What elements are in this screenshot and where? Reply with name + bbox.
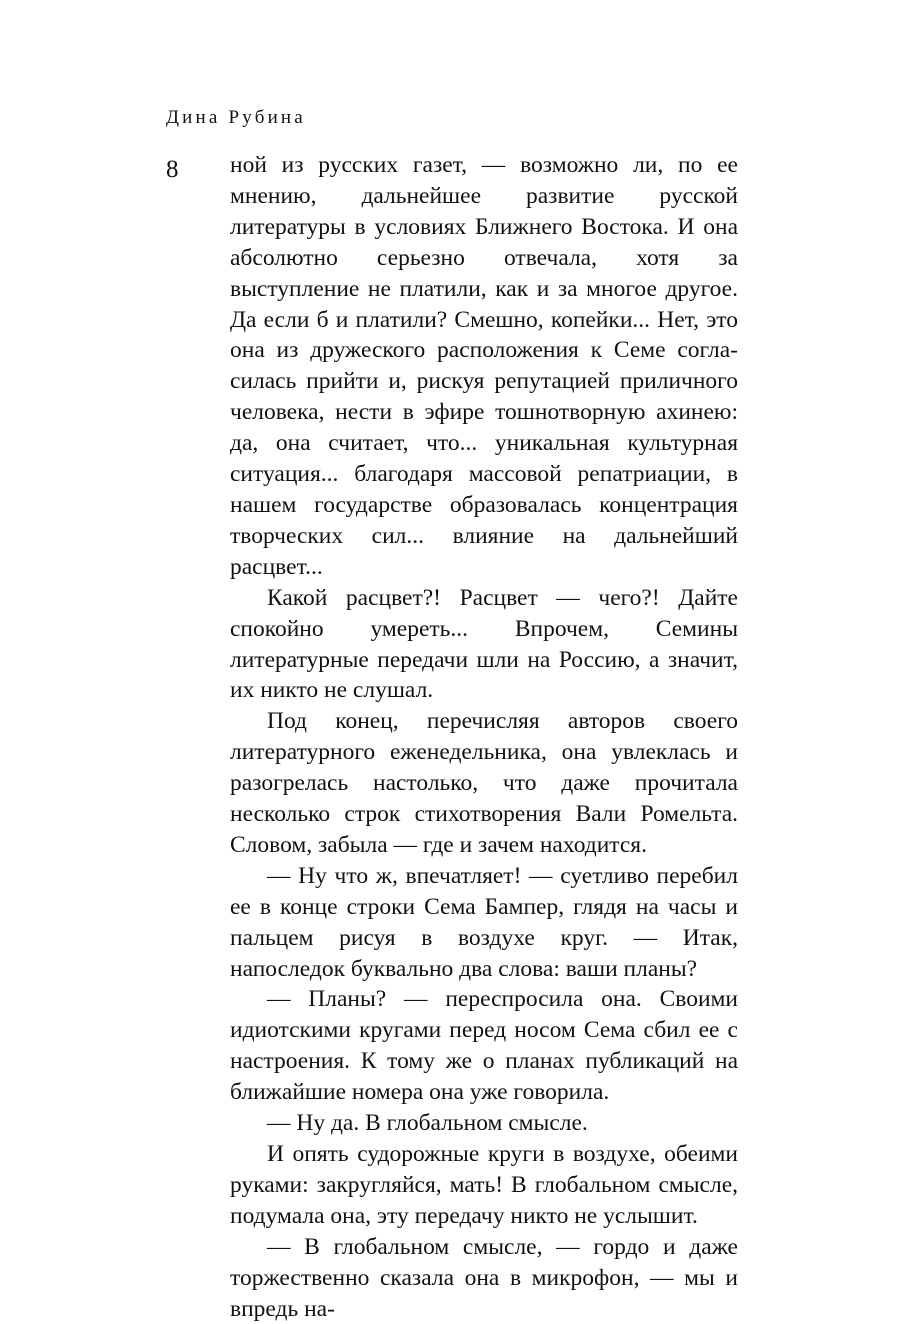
paragraph-6: — Ну да. В глобальном смысле. bbox=[267, 1110, 588, 1137]
body-text bbox=[230, 150, 738, 1324]
paragraph-7: И опять судорожные круги в воздухе, обеими руками: закругляйся, мать! В глобальном смысле, подумала она, эту передачу никто не услышит. bbox=[230, 1141, 738, 1229]
paragraph-5: — Планы? — переспросила она. Своими идиотскими кругами перед носом Сема сбил ее с настроения. К тому же о планах публикаций на ближайшие номера она уже говорила. bbox=[230, 986, 738, 1106]
paragraph-1: ной из русских газет, — возможно ли, по ее мнению, дальнейшее развитие русской литературы в условиях Ближнего Востока. И она абсолютно серьезно отвечала, хотя за выступление не платили, как и за многое другое. Да если б и платили? Смешно, копейки... Нет, это она из дружеского расположения к Семе согласилась прийти и, рискуя репутацией приличного человека, нести в эфире тошнотворную ахинею: да, она считает, что... уникальная культурная ситуация... благодаря массовой репатриации, в нашем государстве образовалась концентрация творческих сил... влияние на дальнейший расцвет... bbox=[230, 152, 738, 580]
paragraph-3: Под конец, перечисляя авторов своего литературного еженедельника, она увлеклась и разогрелась настолько, что даже прочитала несколько строк стихотворения Вали Ромельта. Словом, забыла — где и зачем находится. bbox=[230, 708, 738, 858]
page-number: 8 bbox=[166, 156, 179, 183]
running-head-author: Дина Рубина bbox=[166, 107, 306, 128]
paragraph-4: — Ну что ж, впечатляет! — суетливо перебил ее в конце строки Сема Бампер, глядя на часы и пальцем рисуя в воздухе круг. — Итак, напоследок буквально два слова: ваши планы? bbox=[230, 862, 738, 982]
paragraph-8: — В глобальном смысле, — гордо и даже торжественно сказала она в микрофон, — мы и впредь на- bbox=[230, 1233, 738, 1322]
paragraph-2: Какой расцвет?! Расцвет — чего?! Дайте спокойно умереть... Впрочем, Семины литературные передачи шли на Россию, а значит, их никто не слушал. bbox=[230, 584, 738, 704]
